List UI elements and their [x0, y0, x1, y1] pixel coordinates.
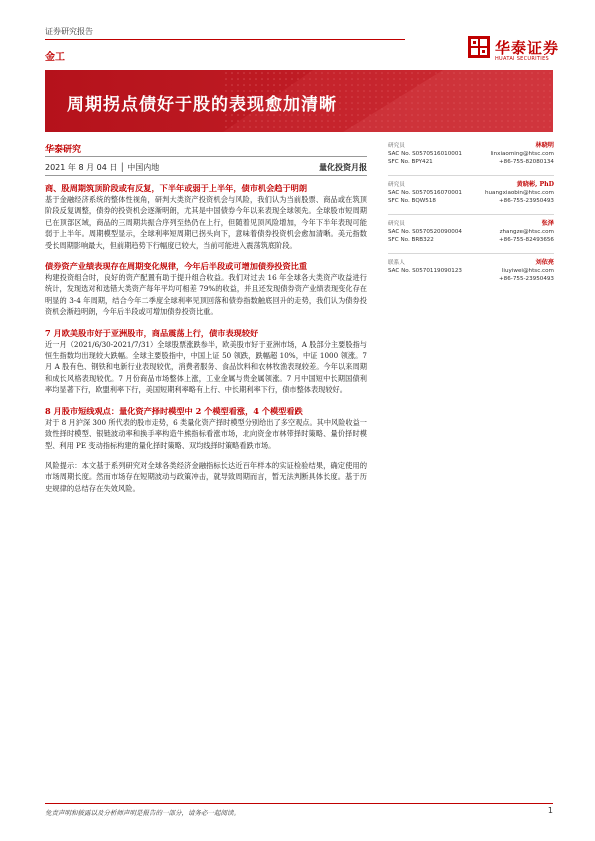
- analyst-sac: SAC No. S0570520090004: [388, 229, 462, 235]
- analyst-role: 研究员: [388, 221, 405, 227]
- analyst-role: 联系人: [388, 260, 405, 266]
- analyst-name: 刘依亮: [535, 259, 554, 266]
- main-content: [45, 182, 367, 494]
- analyst-email[interactable]: huangxiaobin@htsc.com: [484, 190, 554, 196]
- summary-section: [45, 405, 367, 451]
- footer-divider: [45, 803, 553, 804]
- analyst-sfc: SFC No. BRB322: [388, 237, 434, 243]
- summary-section: [45, 327, 367, 396]
- report-type: 量化投资月报: [319, 162, 367, 172]
- footer-disclaimer: 免责声明和披露以及分析师声明是报告的一部分，请务必一起阅读。: [45, 809, 240, 817]
- title-banner: [45, 70, 553, 132]
- analyst-name: 林晓明: [535, 142, 554, 149]
- report-date-region: 2021 年 8 月 04 日 │ 中国内地: [45, 163, 160, 172]
- analyst-card: [388, 181, 554, 219]
- risk-warning: [45, 460, 367, 494]
- logo-english-text: HUATAI SECURITIES: [495, 56, 549, 62]
- analyst-role: 研究员: [388, 143, 405, 149]
- analyst-name: 张泽: [541, 220, 554, 227]
- section-heading: 8 月股市短线观点：量化资产择时模型中 2 个模型看涨，4 个模型看跌: [45, 405, 303, 416]
- analyst-divider: [388, 175, 554, 176]
- section-heading: 商、股周期筑顶阶段或有反复，下半年或弱于上半年，债市机会趋于明朗: [45, 183, 308, 193]
- report-title: 周期拐点债好于股的表现愈加清晰: [67, 95, 337, 115]
- analyst-name: 黄晓彬, PhD: [516, 181, 554, 188]
- analyst-role: 研究员: [388, 182, 405, 188]
- analyst-divider: [388, 253, 554, 254]
- summary-section: [45, 182, 367, 251]
- analyst-email[interactable]: linxiaoming@htsc.com: [490, 151, 554, 157]
- analyst-phone: +86-755-82493656: [499, 237, 554, 243]
- analyst-card: [388, 220, 554, 258]
- analyst-phone: +86-755-23950493: [499, 198, 554, 204]
- analyst-sfc: SFC No. BPY421: [388, 159, 433, 165]
- huatai-logo-icon: [468, 36, 490, 58]
- section-body: 对于 8 月沪深 300 所代表的股市走势，6 类量化资产择时模型分别给出了多空观点。其中风险收益一致性择时模型、银链波动率和换手率构造牛熊指标看涨市场，北向资金市林带择时策略、量价择时模型、利用 PE 变动指标构建的量化择时策略、双均线择时策略看跌市场。: [45, 417, 367, 450]
- analyst-phone: +86-755-82080134: [499, 159, 554, 165]
- risk-warning-text: ：本文基于系列研究对全球各类经济金融指标长达近百年样本的实证检验结果，确定使用的市场周期长度。然而市场存在短期波动与政策冲击，就导致周期而言，暂无法判断具体长度。基于历史规律的总结存在失效风险。: [45, 460, 368, 493]
- risk-warning-label: 风险提示: [45, 460, 75, 470]
- section-body: 近一月（2021/6/30-2021/7/31）全球股票涨跌参半，欧美股市好于亚洲市场，A 股部分主要股指与恒生指数均出现较大跌幅。全球主要股指中，中国上证 50 领跌，跌幅超 10%，中证 1000 领涨。7 月 A 股有色、钢铁和电新行业表现较优，消费者服务、食品饮料和农林牧渔表现较差。今年以来周期和成长风格表现较优。7 月份商品市场整体上涨，工业金属与贵金属领涨。7 月中国短中长期国债利率均显著下行，欧盟利率下行，美国短期利率略有上行、中长期利率下行，债市整体表现较好。: [45, 339, 367, 395]
- meta-divider-top: [45, 156, 367, 157]
- analyst-sac: SAC No. S0570516010001: [388, 151, 462, 157]
- research-label: 华泰研究: [45, 145, 82, 155]
- analyst-card: [388, 259, 554, 297]
- page-number: 1: [547, 806, 553, 815]
- analyst-list: [388, 142, 554, 297]
- analyst-email[interactable]: liuyiwei@htsc.com: [501, 268, 554, 274]
- document-type-label: 证券研究报告: [45, 27, 93, 36]
- analyst-sac: SAC No. S0570119090123: [388, 268, 462, 274]
- section-body: 构建投资组合时，良好的资产配置有助于提升组合收益。我们对过去 16 年全球各大类资产收益进行统计，发现选对和选错大类资产每年平均可相差 79%的收益，并且还发现债券资产业绩表现变化存在明显的 3-4 年周期，结合今年二季度全球利率见顶回落和债券指数触底回升的走势，我们认为债券投资机会渐趋明朗，今年后半段或可增加债券投资比重。: [45, 273, 367, 317]
- section-body: 基于金融经济系统的整体性视角，研判大类资产投资机会与风险，我们认为当前股票、商品或在筑顶阶段反复调整，债券的投资机会逐渐明朗，尤其是中国债券今年以来表现全球领先。全球股市短周期已在顶部区域，商品的三周期共振合序列至热仍在上行，但随着见顶风险增加，今年下半年表现可能弱于上半年。周期模型显示，全球利率短周期已拐头向下，意味着债券投资机会愈加清晰。美元指数受长周期影响最大，但前期趋势下行幅度已较大，当前可能进入震荡筑底阶段。: [45, 195, 367, 250]
- analyst-divider: [388, 214, 554, 215]
- section-heading: 债券资产业绩表现存在周期变化规律，今年后半段或可增加债券投资比重: [45, 261, 308, 272]
- meta-divider-bottom: [45, 175, 367, 176]
- header-divider: [45, 39, 405, 40]
- analyst-sac: SAC No. S0570516070001: [388, 190, 462, 196]
- analyst-email[interactable]: zhangze@htsc.com: [499, 229, 554, 235]
- section-heading: 7 月欧美股市好于亚洲股市，商品震荡上行，债市表现较好: [45, 327, 259, 338]
- summary-section: [45, 260, 367, 318]
- analyst-phone: +86-755-23950493: [499, 276, 554, 282]
- analyst-sfc: SFC No. BQW518: [388, 198, 436, 204]
- logo-chinese-text: 华泰证券: [495, 39, 560, 57]
- company-logo: [468, 36, 564, 66]
- category-label: 金工: [45, 52, 65, 63]
- analyst-card: [388, 142, 554, 180]
